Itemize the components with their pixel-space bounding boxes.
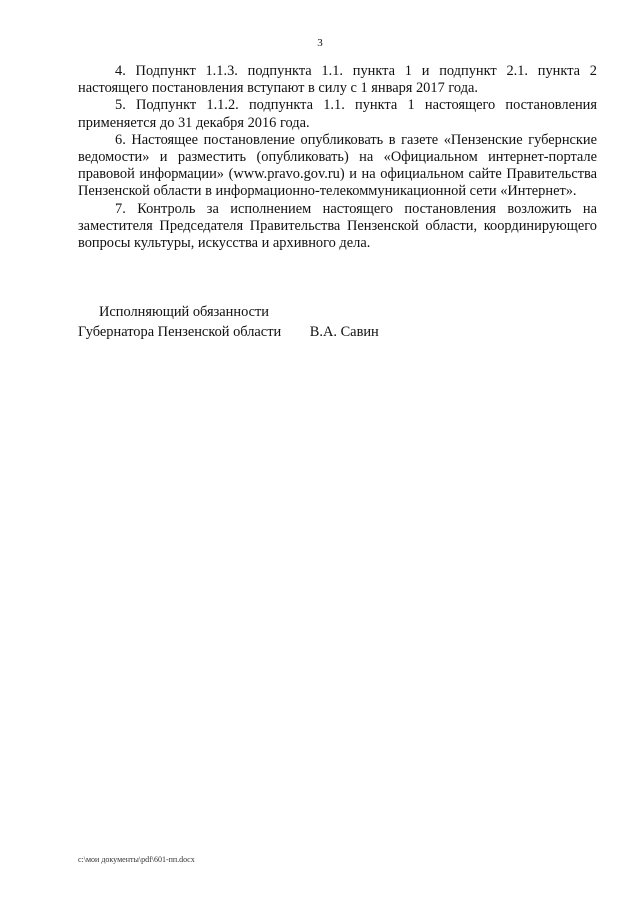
signatory-name: В.А. Савин [309, 323, 379, 340]
paragraph-item-6: 6. Настоящее постановление опубликовать в газете «Пензенские губернские ведомости» и разместить (опубликовать) на «Официальном интернет-портале правовой информации» (www.pravo.gov.ru) и на официальном сайте Правительства Пензенской области в информационно-телекоммуникационной сети «Интернет». [78, 131, 597, 200]
signature-title-line-1: Исполняющий обязанности [99, 304, 270, 320]
paragraph-item-5: 5. Подпункт 1.1.2. подпункта 1.1. пункта 1 настоящего постановления применяется до 31 декабря 2016 года. [78, 97, 597, 131]
signature-title-line-2: Губернатора Пензенской области [78, 323, 282, 340]
document-body [78, 63, 597, 252]
footer-file-path: c:\мои документы\pdf\601-пп.docx [78, 855, 195, 864]
paragraph-item-7: 7. Контроль за исполнением настоящего постановления возложить на заместителя Председателя Правительства Пензенской области, координирующего вопросы культуры, искусства и архивного дела. [78, 200, 597, 252]
signature-title-line-2-row [78, 323, 597, 343]
page-number: 3 [317, 37, 323, 49]
signature-block [78, 303, 597, 342]
paragraph-item-4: 4. Подпункт 1.1.3. подпункта 1.1. пункта 1 и подпункт 2.1. пункта 2 настоящего постановления вступают в силу с 1 января 2017 года. [78, 63, 597, 97]
